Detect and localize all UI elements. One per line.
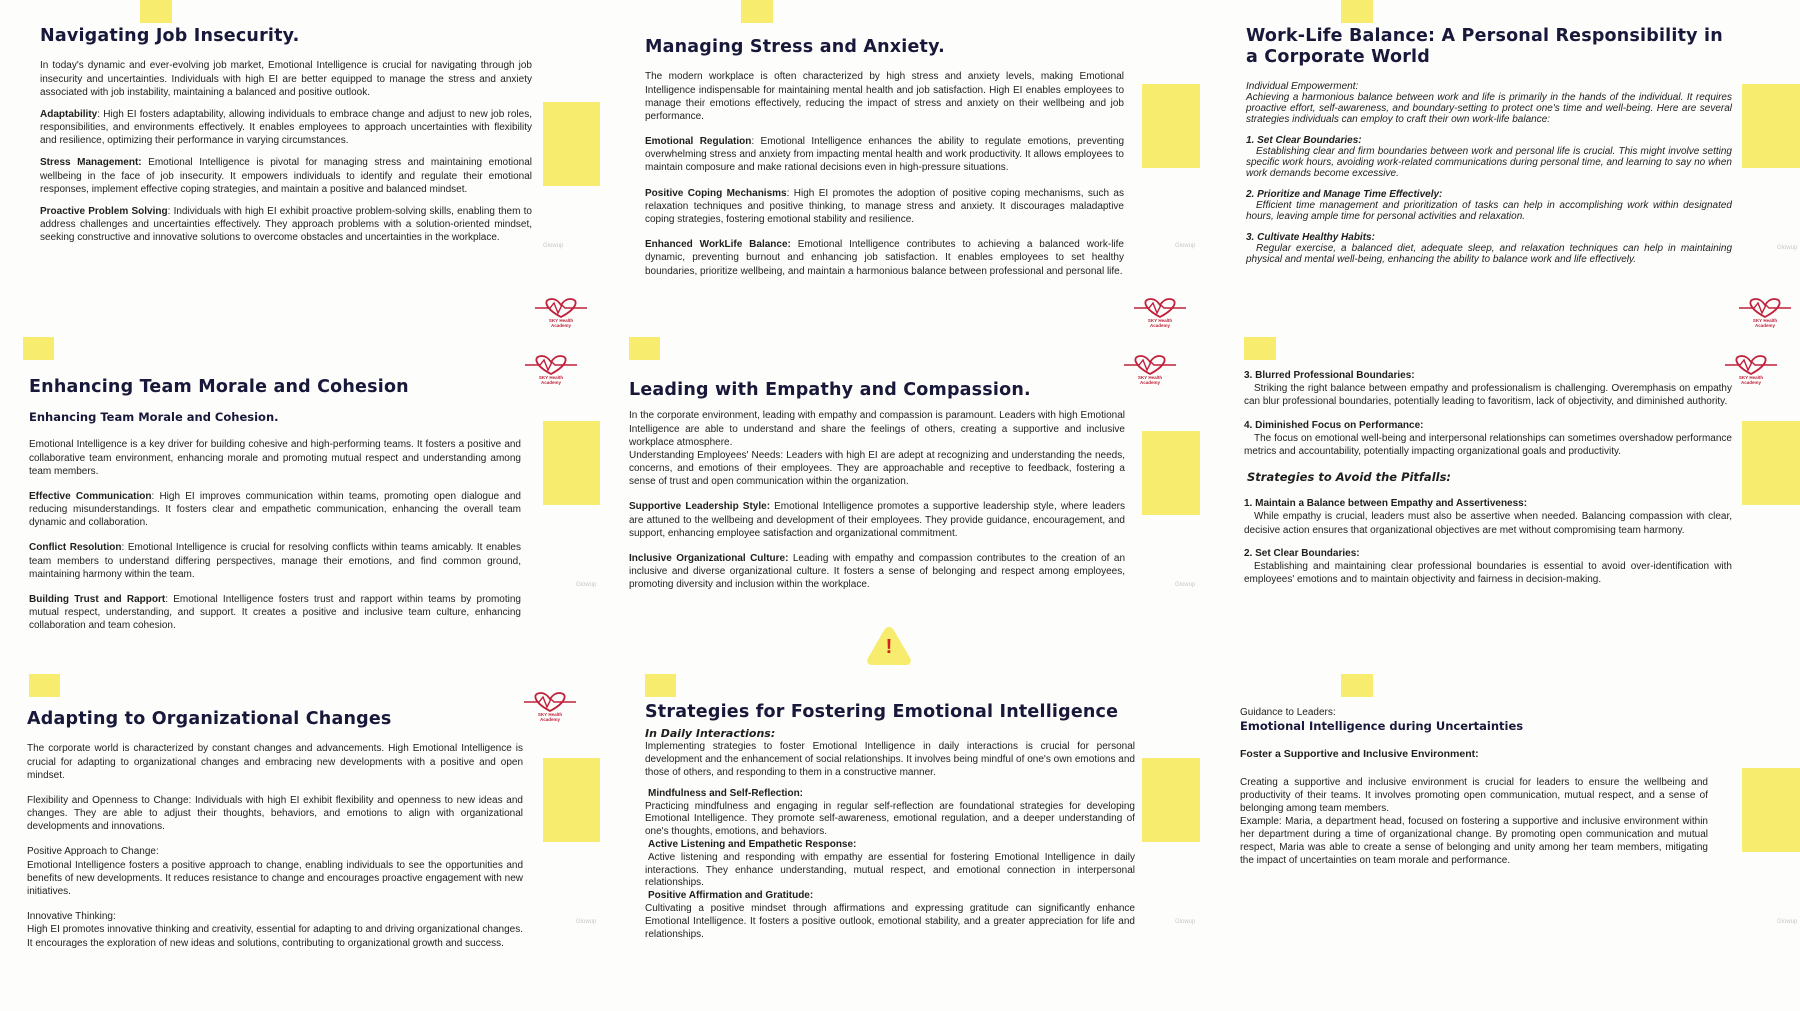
logo: SKY Health Academy xyxy=(1133,297,1187,331)
watermark: Glowup xyxy=(1175,582,1196,588)
list-item: Supportive Leadership Style: Emotional Intelligence promotes a supportive leadership style, where leaders are attuned to the wellbeing and development of their employees. They provide guidance, encouragement, and support, enhancing employee satisfaction and organizational commitment. xyxy=(629,501,1125,539)
slide-title: Leading with Empathy and Compassion. xyxy=(629,380,1031,400)
heart-pulse-icon xyxy=(1123,354,1177,376)
list-item-heading: 2. Prioritize and Manage Time Effectively: xyxy=(1246,188,1443,200)
slide-work-life-balance xyxy=(1200,0,1800,337)
list-item: Adaptability: High EI fosters adaptability, allowing individuals to embrace change and adjust to new job roles, responsibilities, and environments effectively. It enables employees to approach uncertainties with flexibility and resilience, optimizing their performance in varying circumstances. xyxy=(40,108,532,147)
section-heading: Strategies to Avoid the Pitfalls: xyxy=(1247,470,1452,485)
slide-team-morale xyxy=(0,337,600,674)
slide-adapting-changes xyxy=(0,674,600,1011)
list-item-heading: 3. Blurred Professional Boundaries: xyxy=(1244,370,1415,381)
slide-navigating-job-insecurity xyxy=(0,0,600,337)
slide-subtitle: Foster a Supportive and Inclusive Environment: xyxy=(1240,747,1479,760)
logo: SKY Health Academy xyxy=(1123,354,1177,388)
accent-square xyxy=(543,758,600,842)
list-item-heading: Mindfulness and Self-Reflection: xyxy=(648,787,804,799)
list-item: Enhanced WorkLife Balance: Emotional Intelligence contributes to achieving a balanced work-life dynamic, preventing burnout and enhancing job satisfaction. It enables employees to set healthy boundaries, prioritize wellbeing, and maintain a harmonious balance between professional and personal life. xyxy=(645,239,1124,277)
list-item: Establishing clear and firm boundaries between work and personal life is crucial. This might involve setting specific work hours, avoiding work-related communications during personal time, and learning to say no when work demands become excessive. xyxy=(1246,145,1732,179)
accent-square xyxy=(29,674,60,697)
list-item-heading: 4. Diminished Focus on Performance: xyxy=(1244,419,1424,431)
list-item: Building Trust and Rapport: Emotional Intelligence fosters trust and rapport within teams by promoting mutual respect, understanding, and support. It creates a positive and inclusive team culture, enhancing collaboration and team cohesion. xyxy=(29,594,521,632)
list-item-heading: Positive Affirmation and Gratitude: xyxy=(648,890,814,902)
list-item: While empathy is crucial, leaders must also be assertive when needed. Balancing compassion with clear, decisive action ensures that organizational objectives are met without compromising team harmony. xyxy=(1244,511,1732,536)
heart-pulse-icon xyxy=(1133,297,1187,319)
list-item-heading: 2. Set Clear Boundaries: xyxy=(1244,547,1360,559)
slide-fostering-ei xyxy=(600,674,1200,1011)
list-item: Positive Coping Mechanisms: High EI promotes the adoption of positive coping mechanisms, such as relaxation techniques and positive thinking, to manage stress and anxiety. It discourages maladaptive coping strategies, fostering emotional stability and resilience. xyxy=(645,187,1124,226)
list-item: Inclusive Organizational Culture: Leading with empathy and compassion contributes to the creation of an inclusive and diverse organizational culture. It fosters a sense of belonging and respect among employees, promoting diversity and inclusion within the workplace. xyxy=(629,553,1125,591)
heart-pulse-icon xyxy=(524,354,578,376)
warning-icon: ! xyxy=(865,625,913,667)
slide-title: Adapting to Organizational Changes xyxy=(27,709,392,729)
accent-square xyxy=(543,102,600,186)
list-item: Efficient time management and prioritization of tasks can help in accomplishing work within designated hours, leaving ample time for personal activities and relaxation. xyxy=(1246,199,1732,222)
list-item: Conflict Resolution: Emotional Intelligence is crucial for resolving conflicts within teams amicably. It enables team members to understand differing perspectives, manage their emotions, and find common ground, maintaining harmony within the team. xyxy=(29,542,521,580)
intro-label: Individual Empowerment: xyxy=(1246,80,1359,92)
slide-title: Emotional Intelligence during Uncertainties xyxy=(1240,719,1524,733)
list-item: Establishing and maintaining clear professional boundaries is essential to avoid over-identification with employees' emotions and to maintain objectivity and fairness in decision-making. xyxy=(1244,561,1732,586)
accent-square xyxy=(140,0,172,23)
paragraph: Creating a supportive and inclusive environment is crucial for leaders to ensure the wellbeing and productivity of their teams. It involves promoting open communication, mutual respect, and a sense of belonging among team members. xyxy=(1240,776,1708,814)
paragraph-label: Innovative Thinking: xyxy=(27,911,116,923)
watermark: Glowup xyxy=(1777,919,1798,925)
intro-text: The corporate world is characterized by constant changes and advancements. High Emotional Intelligence is crucial for adapting to organizational changes and embracing new developments with a positive and open mindset. xyxy=(27,743,523,781)
label: Guidance to Leaders: xyxy=(1240,707,1336,718)
list-item: Effective Communication: High EI improves communication within teams, promoting open dialogue and reducing misunderstandings. It fosters clear and empathetic communication, enhancing the overall team dynamic and collaboration. xyxy=(29,490,521,529)
logo: SKY Health Academy xyxy=(1724,354,1778,388)
watermark: Glowup xyxy=(543,243,564,249)
intro-text: In the corporate environment, leading with empathy and compassion is paramount. Leaders with high Emotional Intelligence are able to understand and share the feelings of others, creating a supportive and inclusive workplace atmosphere. xyxy=(629,410,1125,448)
paragraph: Example: Maria, a department head, focused on fostering a supportive and inclusive environment within her department during a time of organizational change. By promoting open communication and mutual respect, Maria was able to create a sense of belonging and unity among her team members, mitigating the impact of uncertainties on team morale and performance. xyxy=(1240,815,1708,866)
logo: SKY Health Academy xyxy=(1738,297,1792,331)
list-item: Striking the right balance between empathy and professionalism is challenging. Overemphasis on empathy can blur professional boundaries, potentially leading to favoritism, lack of objectivity, and diminished authority. xyxy=(1244,383,1732,408)
accent-square xyxy=(1742,84,1800,168)
accent-square xyxy=(1142,758,1200,842)
slide-title: Enhancing Team Morale and Cohesion xyxy=(29,377,409,397)
intro-text-2: Understanding Employees' Needs: Leaders with high EI are adept at recognizing and understanding the needs, concerns, and emotions of their employees. They are approachable and receptive to feedback, fostering a sense of trust and open communication within the organization. xyxy=(629,449,1125,488)
accent-square xyxy=(543,421,600,505)
heart-pulse-icon xyxy=(1738,297,1792,319)
slide-title: Managing Stress and Anxiety. xyxy=(645,37,945,57)
accent-square xyxy=(23,337,54,360)
paragraph: Flexibility and Openness to Change: Individuals with high EI exhibit flexibility and openness to new ideas and changes. They are able to adjust their thoughts, behaviors, and emotions to align with organizational developments and innovations. xyxy=(27,794,523,833)
watermark: Glowup xyxy=(1175,243,1196,249)
list-item: Proactive Problem Solving: Individuals with high EI exhibit proactive problem-solving skills, enabling them to address challenges and uncertainties effectively. They approach problems with a solution-oriented mindset, seeking constructive and innovative solutions to overcome obstacles and uncertainties in the workplace. xyxy=(40,206,532,244)
list-item-heading: Active Listening and Empathetic Response: xyxy=(648,839,857,850)
slide-title: Work-Life Balance: A Personal Responsibility in a Corporate World xyxy=(1246,26,1723,68)
slide-empathy-pitfalls xyxy=(1200,337,1800,674)
intro-text: Emotional Intelligence is a key driver for building cohesive and high-performing teams. It fosters a positive and collaborative team environment, enhancing morale and promoting mutual respect and understanding among team members. xyxy=(29,439,521,477)
accent-square xyxy=(1341,674,1373,697)
list-item-heading: 1. Maintain a Balance between Empathy and Assertiveness: xyxy=(1244,498,1528,510)
accent-square xyxy=(1142,84,1200,168)
accent-square xyxy=(1341,0,1373,23)
accent-square xyxy=(1742,768,1800,852)
slide-managing-stress xyxy=(600,0,1200,337)
list-item: The focus on emotional well-being and interpersonal relationships can sometimes overshadow performance metrics and accountability, potentially impacting organizational goals and productivity. xyxy=(1244,432,1732,457)
slide-title: Navigating Job Insecurity. xyxy=(40,26,300,46)
accent-square xyxy=(1244,337,1276,360)
logo: SKY Health Academy xyxy=(534,297,588,331)
logo: SKY Health Academy xyxy=(524,354,578,388)
list-item: Practicing mindfulness and engaging in regular self-reflection are foundational strategies for developing Emotional Intelligence. They promote self-awareness, emotional regulation, and a deeper understanding of one's thoughts, emotions, and behaviors. xyxy=(645,800,1135,838)
slide-title: Strategies for Fostering Emotional Intelligence xyxy=(645,702,1119,722)
list-item-heading: 3. Cultivate Healthy Habits: xyxy=(1246,231,1375,243)
list-item: Emotional Regulation: Emotional Intelligence enhances the ability to regulate emotions, preventing overwhelming stress and anxiety from impacting mental health and work productivity. It allows employees to maintain composure and make rational decisions even in high-pressure situations. xyxy=(645,136,1125,174)
slide-leading-empathy xyxy=(600,337,1200,674)
watermark: Glowup xyxy=(576,582,597,588)
paragraph-label: Positive Approach to Change: xyxy=(27,846,159,858)
slide-subtitle: Enhancing Team Morale and Cohesion. xyxy=(29,410,279,425)
heart-pulse-icon xyxy=(523,691,577,713)
list-item: Active listening and responding with empathy are essential for fostering Emotional Intelligence in daily interactions. They enhance understanding, mutual respect, and emotional connection in interpersonal relationships. xyxy=(645,851,1135,889)
accent-square xyxy=(1142,431,1200,515)
accent-square xyxy=(645,674,676,697)
logo: SKY Health Academy xyxy=(523,691,577,725)
paragraph: High EI promotes innovative thinking and creativity, essential for adapting to and driving organizational changes. It encourages the exploration of new ideas and solutions, contributing to organizational growth and success. xyxy=(27,924,523,949)
accent-square xyxy=(1742,421,1800,505)
list-item: Cultivating a positive mindset through affirmations and expressing gratitude can significantly enhance Emotional Intelligence. It fosters a positive outlook, emotional stability, and a greater appreciation for life and relationships. xyxy=(645,902,1135,940)
accent-square xyxy=(741,0,773,23)
slide-guidance-leaders xyxy=(1200,674,1800,1011)
slide-subtitle: In Daily Interactions: xyxy=(645,727,776,741)
accent-square xyxy=(629,337,660,360)
watermark: Glowup xyxy=(1175,919,1196,925)
intro-text: The modern workplace is often characterized by high stress and anxiety levels, making Emotional Intelligence indispensable for maintaining mental health and job satisfaction. High EI enables employees to manage their emotions effectively, reducing the impact of stress and anxiety on their wellbeing and job performance. xyxy=(645,71,1124,122)
watermark: Glowup xyxy=(576,919,597,925)
paragraph: Emotional Intelligence fosters a positive approach to change, enabling individuals to see the opportunities and benefits of new developments. It reduces resistance to change and encourages proactive engagement with new initiatives. xyxy=(27,859,523,898)
watermark: Glowup xyxy=(1777,245,1798,251)
list-item: Regular exercise, a balanced diet, adequate sleep, and relaxation techniques can help in maintaining physical and mental well-being, enhancing the ability to balance work and life effectively. xyxy=(1246,242,1732,265)
list-item-heading: 1. Set Clear Boundaries: xyxy=(1246,134,1362,146)
intro-text: In today's dynamic and ever-evolving job market, Emotional Intelligence is crucial for navigating through job insecurity and uncertainties. Individuals with high EI are better equipped to manage the stress and anxiety associated with job instability, maintaining a balanced and positive outlook. xyxy=(40,60,532,98)
intro-text: Implementing strategies to foster Emotional Intelligence in daily interactions is crucial for personal development and the enhancement of social relationships. It involves being mindful of one's own emotions and those of others, and responding to them in a constructive manner. xyxy=(645,741,1135,779)
intro-text: Achieving a harmonious balance between work and life is primarily in the hands of the individual. It requires proactive effort, self-awareness, and boundary-setting to protect one's time and well-being. Here are several strategies individuals can employ to craft their own work-life balance: xyxy=(1246,91,1732,125)
heart-pulse-icon xyxy=(1724,354,1778,376)
list-item: Stress Management: Emotional Intelligence is pivotal for managing stress and maintaining emotional wellbeing in the face of job insecurity. It empowers individuals to identify and regulate their emotional responses, implement effective coping strategies, and maintain a positive and balanced mindset. xyxy=(40,157,532,195)
heart-pulse-icon xyxy=(534,297,588,319)
